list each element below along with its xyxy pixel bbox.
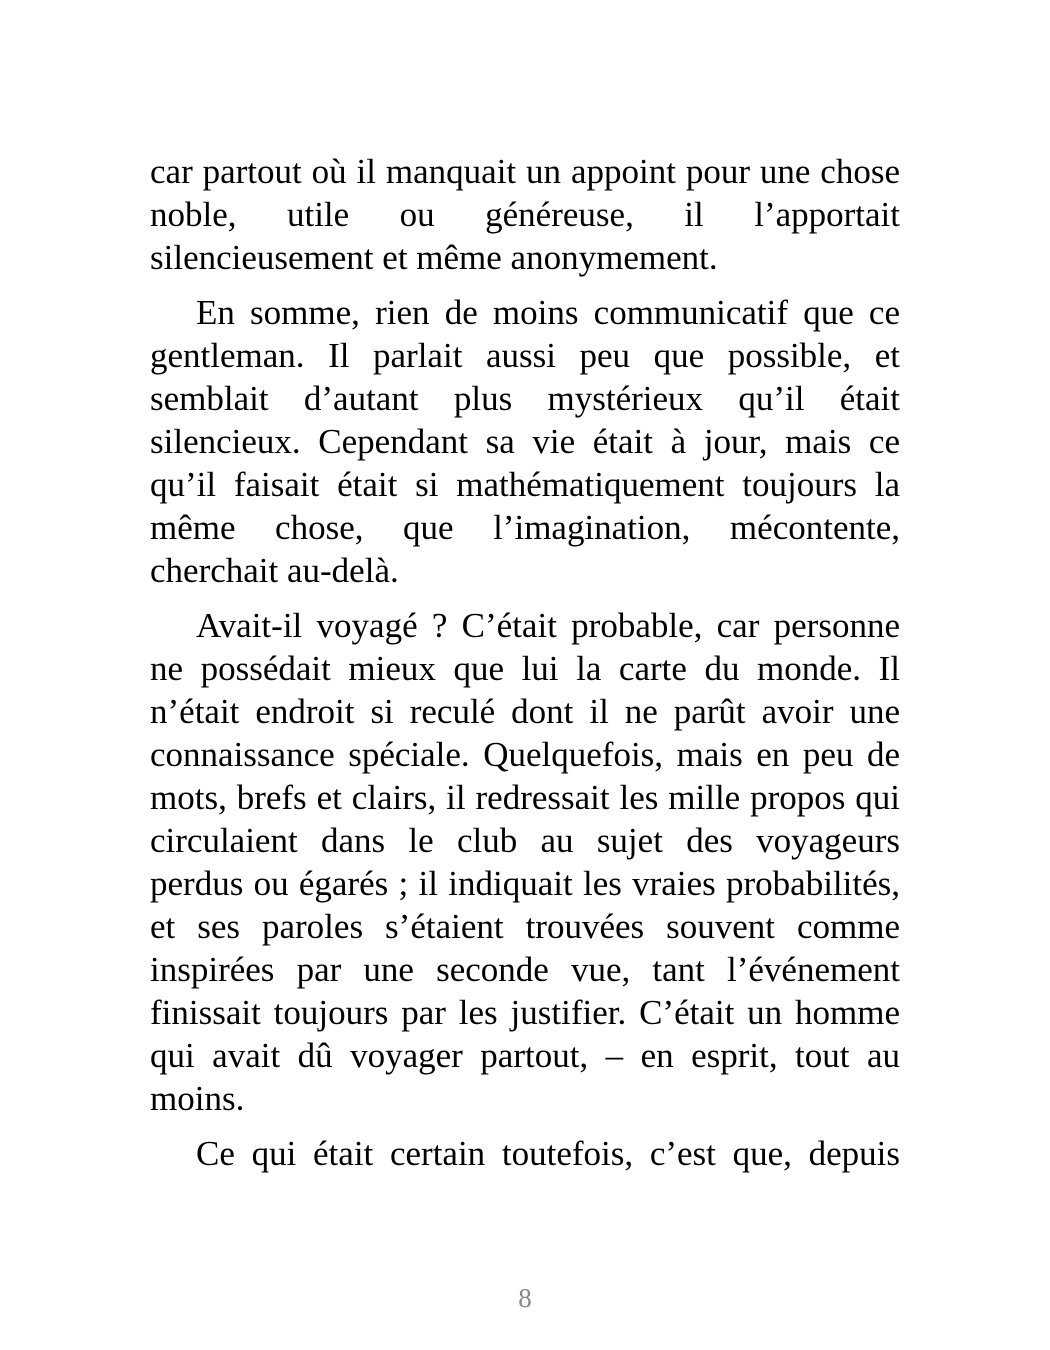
paragraph: En somme, rien de moins communicatif que ce gentleman. Il parlait aussi peu que possible, et semblait d’autant plus mystérieux qu’il était silencieux. Cependant sa vie était à jour, mais ce qu’il faisait était si mathématiquement toujours la même chose, que l’imagination, mécontente, cherchait au-delà. <box>150 293 900 590</box>
page-number: 8 <box>518 1283 532 1313</box>
paragraph: Avait-il voyagé ? C’était probable, car personne ne possédait mieux que lui la carte du monde. Il n’était endroit si reculé dont il ne parût avoir une connaissance spéciale. Quelquefois, mais en peu de mots, brefs et clairs, il redressait les mille propos qui circulaient dans le club au sujet des voyageurs perdus ou égarés ; il indiquait les vraies probabilités, et ses paroles s’étaient trouvées souvent comme inspirées par une seconde vue, tant l’événement finissait toujours par les justifier. C’était un homme qui avait dû voyager partout, – en esprit, tout au moins. <box>150 606 900 1118</box>
body-text <box>150 150 900 1187</box>
paragraph: Ce qui était certain toutefois, c’est que, depuis <box>196 1134 900 1173</box>
paragraph-continued: car partout où il manquait un appoint pour une chose noble, utile ou généreuse, il l’apportait silencieusement et même anonymement. <box>150 152 900 277</box>
